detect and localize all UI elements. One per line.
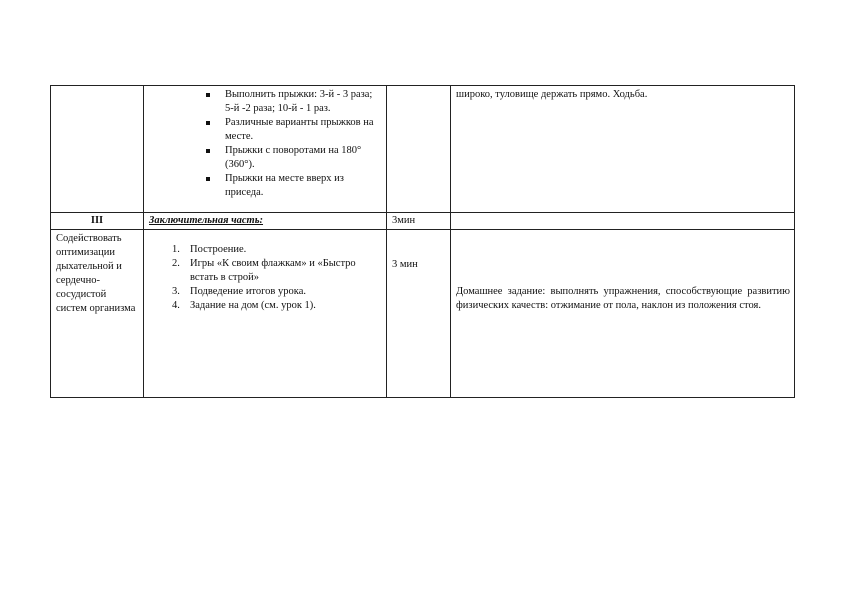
list-item: 1. Построение. bbox=[172, 244, 247, 255]
lesson-plan-table bbox=[50, 85, 795, 398]
table-row bbox=[51, 230, 795, 398]
phase-title-cell bbox=[144, 213, 387, 230]
list-item: Выполнить прыжки: 3-й - 3 раза; 5-й -2 раза; 10-й - 1 раз. bbox=[206, 88, 381, 116]
steps-cell bbox=[144, 230, 387, 398]
steps-list bbox=[149, 243, 381, 313]
phase-number: III bbox=[51, 213, 144, 230]
list-item: 4. Задание на дом (см. урок 1). bbox=[172, 300, 316, 311]
list-item: 2. Игры «К своим флажкам» и «Быстро встать в строй» bbox=[172, 258, 356, 283]
phase-title: Заключительная часть: bbox=[149, 215, 264, 226]
list-item: Прыжки на месте вверх из приседа. bbox=[206, 172, 381, 200]
time-cell bbox=[387, 86, 451, 213]
notes-cell: широко, туловище держать прямо. Ходьба. bbox=[451, 86, 795, 213]
time-cell: 3 мин bbox=[387, 230, 451, 398]
table-row bbox=[51, 86, 795, 213]
goal-cell bbox=[51, 86, 144, 213]
notes-cell bbox=[451, 213, 795, 230]
exercises-cell bbox=[144, 86, 387, 213]
goal-cell: Содействовать оптимизации дыхательной и сердечно-сосудистой систем организма bbox=[51, 230, 144, 398]
phase-time: 3мин bbox=[387, 213, 451, 230]
table-row bbox=[51, 213, 795, 230]
exercise-list bbox=[149, 88, 381, 200]
list-item: Различные варианты прыжков на месте. bbox=[206, 116, 381, 144]
homework-cell: Домашнее задание: выполнять упражнения, способствующие развитию физических качеств: отжимание от пола, наклон из положения стоя. bbox=[451, 230, 795, 398]
list-item: 3. Подведение итогов урока. bbox=[172, 286, 306, 297]
list-item: Прыжки с поворотами на 180° (360°). bbox=[206, 144, 381, 172]
